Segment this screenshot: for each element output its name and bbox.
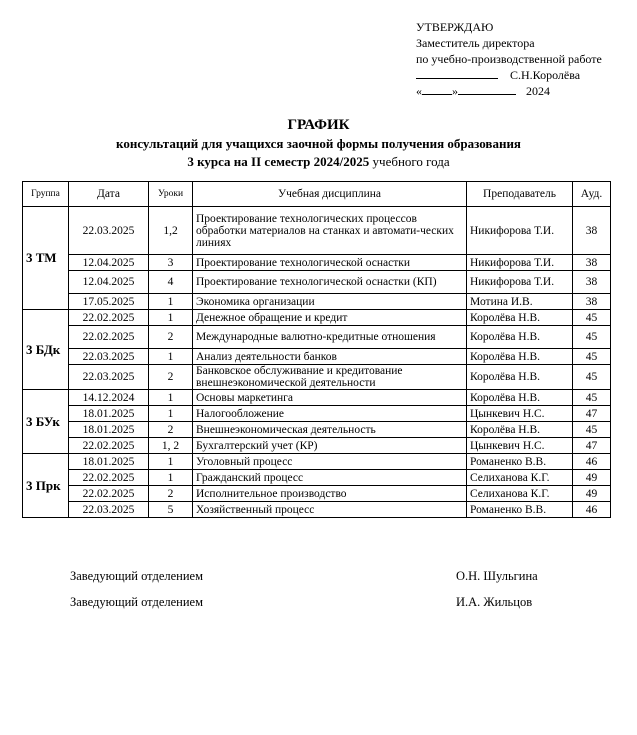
discipline-cell: Проектирование технологической оснастки (КП) (193, 271, 467, 294)
discipline-cell: Денежное обращение и кредит (193, 310, 467, 326)
lessons-cell: 2 (149, 326, 193, 349)
approval-position: Заместитель директора (416, 36, 535, 50)
table-row (23, 349, 611, 365)
teacher-cell: Романенко В.В. (467, 502, 573, 518)
discipline-cell: Внешнеэкономическая деятельность (193, 422, 467, 438)
signature-blank (416, 67, 498, 79)
col-header-group: Группа (23, 182, 69, 207)
table-row (23, 470, 611, 486)
teacher-cell: Никифорова Т.И. (467, 255, 573, 271)
discipline-cell: Банковское обслуживание и кредитование внешнеэкономической деятельности (193, 365, 467, 390)
col-header-discipline: Учебная дисциплина (193, 182, 467, 207)
approval-position-cont: по учебно-производственной работе (416, 52, 602, 66)
group-cell: 3 БУк (23, 390, 69, 454)
approval-date-line (416, 83, 602, 99)
room-cell: 49 (573, 470, 611, 486)
room-cell: 45 (573, 390, 611, 406)
document-course-line (0, 154, 637, 170)
room-cell: 45 (573, 422, 611, 438)
approval-heading: УТВЕРЖДАЮ (416, 20, 494, 34)
document-title: ГРАФИК (287, 117, 350, 133)
teacher-cell: Цынкевич Н.С. (467, 406, 573, 422)
discipline-cell: Экономика организации (193, 294, 467, 310)
teacher-cell: Королёва Н.В. (467, 349, 573, 365)
col-header-lessons: Уроки (149, 182, 193, 207)
date-cell: 22.02.2025 (69, 470, 149, 486)
lessons-cell: 1 (149, 406, 193, 422)
room-cell: 38 (573, 255, 611, 271)
date-cell: 17.05.2025 (69, 294, 149, 310)
table-row (23, 294, 611, 310)
table-row (23, 454, 611, 470)
table-row (23, 271, 611, 294)
signature-role-1: Заведующий отделением (70, 569, 204, 583)
table-row (23, 326, 611, 349)
lessons-cell: 1 (149, 390, 193, 406)
date-cell: 22.03.2025 (69, 365, 149, 390)
table-row (23, 390, 611, 406)
teacher-cell: Королёва Н.В. (467, 310, 573, 326)
discipline-cell: Налогообложение (193, 406, 467, 422)
lessons-cell: 1, 2 (149, 438, 193, 454)
discipline-cell: Основы маркетинга (193, 390, 467, 406)
table-row (23, 422, 611, 438)
date-cell: 22.02.2025 (69, 486, 149, 502)
lessons-cell: 2 (149, 422, 193, 438)
teacher-cell: Королёва Н.В. (467, 390, 573, 406)
lessons-cell: 1 (149, 454, 193, 470)
approval-block (416, 19, 602, 99)
date-cell: 18.01.2025 (69, 406, 149, 422)
lessons-cell: 5 (149, 502, 193, 518)
date-cell: 18.01.2025 (69, 422, 149, 438)
table-header-row (23, 182, 611, 207)
discipline-cell: Международные валютно-кредитные отношения (193, 326, 467, 349)
month-blank (458, 83, 516, 95)
approval-signature-line (416, 67, 602, 83)
signature-name-1: О.Н. Шульгина (456, 569, 538, 583)
teacher-cell: Романенко В.В. (467, 454, 573, 470)
teacher-cell: Цынкевич Н.С. (467, 438, 573, 454)
discipline-cell: Бухгалтерский учет (КР) (193, 438, 467, 454)
room-cell: 45 (573, 326, 611, 349)
lessons-cell: 1 (149, 349, 193, 365)
lessons-cell: 2 (149, 486, 193, 502)
table-row (23, 502, 611, 518)
teacher-cell: Мотина И.В. (467, 294, 573, 310)
table-row (23, 310, 611, 326)
date-cell: 14.12.2024 (69, 390, 149, 406)
approval-year: 2024 (526, 84, 550, 98)
lessons-cell: 2 (149, 365, 193, 390)
date-cell: 22.02.2025 (69, 326, 149, 349)
document-subtitle: консультаций для учащихся заочной формы получения образования (116, 136, 521, 151)
teacher-cell: Королёва Н.В. (467, 422, 573, 438)
lessons-cell: 1 (149, 310, 193, 326)
room-cell: 38 (573, 271, 611, 294)
date-cell: 22.02.2025 (69, 310, 149, 326)
teacher-cell: Никифорова Т.И. (467, 207, 573, 255)
approval-signer: С.Н.Королёва (510, 68, 581, 82)
signature-name-2: И.А. Жильцов (456, 595, 533, 609)
discipline-cell: Гражданский процесс (193, 470, 467, 486)
group-cell: 3 БДк (23, 310, 69, 390)
date-cell: 18.01.2025 (69, 454, 149, 470)
date-quote-close: » (452, 84, 458, 98)
group-cell: 3 Прк (23, 454, 69, 518)
teacher-cell: Королёва Н.В. (467, 326, 573, 349)
teacher-cell: Королёва Н.В. (467, 365, 573, 390)
date-cell: 22.03.2025 (69, 207, 149, 255)
table-row (23, 486, 611, 502)
room-cell: 38 (573, 207, 611, 255)
col-header-date: Дата (69, 182, 149, 207)
col-header-room: Ауд. (573, 182, 611, 207)
discipline-cell: Анализ деятельности банков (193, 349, 467, 365)
course-semester: 3 курса на II семестр 2024/2025 (187, 154, 370, 169)
room-cell: 46 (573, 454, 611, 470)
table-row (23, 438, 611, 454)
table-row (23, 365, 611, 390)
teacher-cell: Селиханова К.Г. (467, 470, 573, 486)
room-cell: 38 (573, 294, 611, 310)
room-cell: 46 (573, 502, 611, 518)
lessons-cell: 1 (149, 470, 193, 486)
date-cell: 22.03.2025 (69, 349, 149, 365)
teacher-cell: Селиханова К.Г. (467, 486, 573, 502)
lessons-cell: 4 (149, 271, 193, 294)
room-cell: 49 (573, 486, 611, 502)
group-cell: 3 ТМ (23, 207, 69, 310)
room-cell: 45 (573, 365, 611, 390)
room-cell: 45 (573, 349, 611, 365)
room-cell: 47 (573, 438, 611, 454)
lessons-cell: 3 (149, 255, 193, 271)
table-body (23, 207, 611, 518)
discipline-cell: Хозяйственный процесс (193, 502, 467, 518)
consultation-table (22, 181, 611, 518)
day-blank (422, 83, 452, 95)
table-row (23, 207, 611, 255)
teacher-cell: Никифорова Т.И. (467, 271, 573, 294)
date-cell: 22.03.2025 (69, 502, 149, 518)
col-header-teacher: Преподаватель (467, 182, 573, 207)
table-row (23, 406, 611, 422)
discipline-cell: Уголовный процесс (193, 454, 467, 470)
signature-role-2: Заведующий отделением (70, 595, 204, 609)
discipline-cell: Исполнительное производство (193, 486, 467, 502)
lessons-cell: 1 (149, 294, 193, 310)
date-cell: 12.04.2025 (69, 255, 149, 271)
date-cell: 22.02.2025 (69, 438, 149, 454)
table-row (23, 255, 611, 271)
room-cell: 45 (573, 310, 611, 326)
lessons-cell: 1,2 (149, 207, 193, 255)
discipline-cell: Проектирование технологической оснастки (193, 255, 467, 271)
discipline-cell: Проектирование технологических процессов обработки материалов на станках и автомати-ческих линиях (193, 207, 467, 255)
date-cell: 12.04.2025 (69, 271, 149, 294)
room-cell: 47 (573, 406, 611, 422)
date-quote-open: « (416, 84, 422, 98)
course-tail: учебного года (369, 154, 450, 169)
